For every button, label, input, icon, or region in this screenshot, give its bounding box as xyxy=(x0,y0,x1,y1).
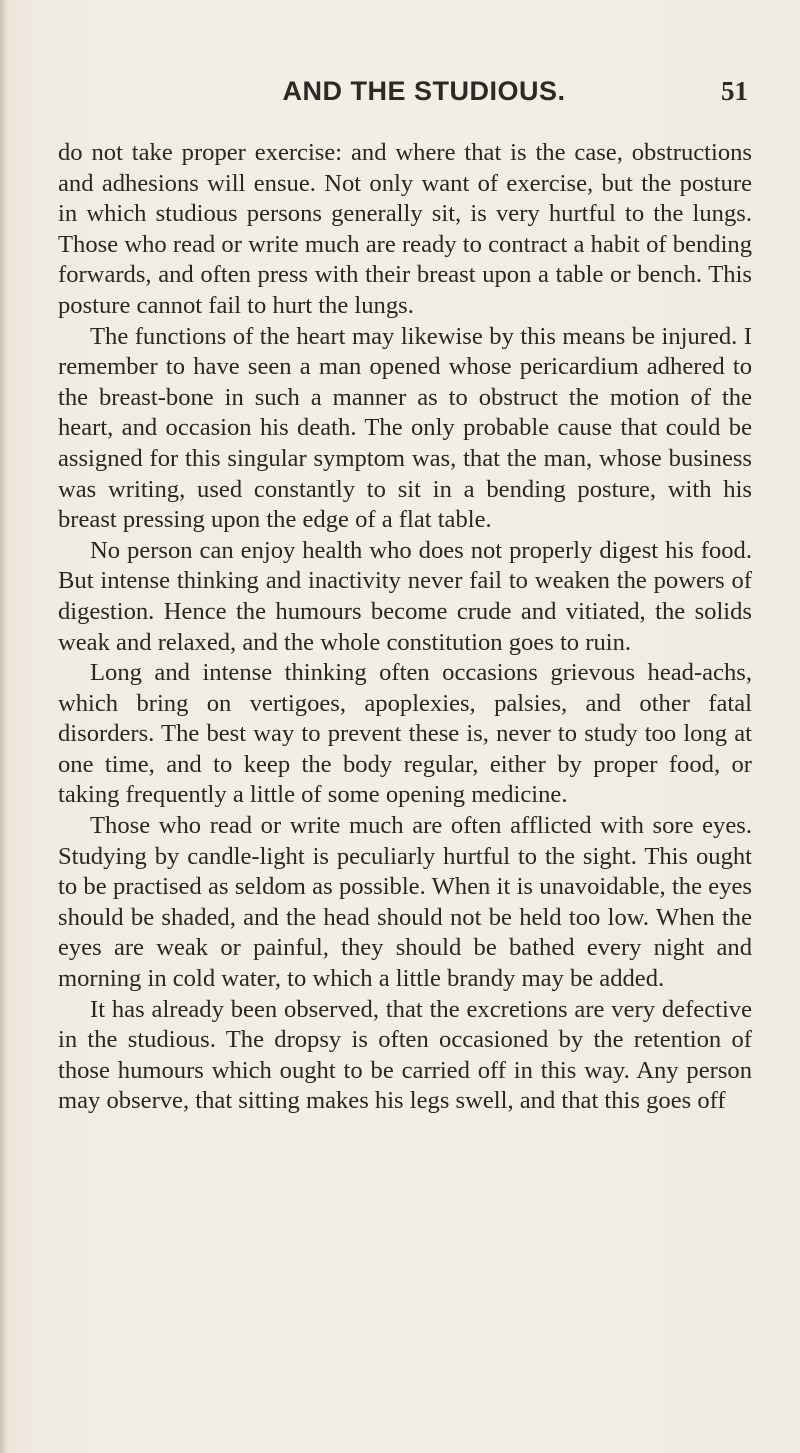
page-header xyxy=(60,76,748,116)
paragraph: Long and intense thinking often occasions grievous head-achs, which bring on vertigoes, apoplexies, palsies, and other fatal disorders. The best way to prevent these is, never to study too long at one time, and to keep the body regular, either by proper food, or taking frequently a little of some opening medicine. xyxy=(58,659,752,809)
body-text xyxy=(58,138,752,1117)
paragraph: The functions of the heart may likewise by this means be injured. I remember to have seen a man opened whose pericardium adhered to the breast-bone in such a manner as to obstruct the motion of the heart, and occasion his death. The only probable cause that could be assigned for this singular symptom was, that the man, whose business was writing, used constantly to sit in a bending posture, with his breast pressing upon the edge of a flat table. xyxy=(58,322,752,534)
page-binding-edge xyxy=(0,0,6,1453)
running-head: AND THE STUDIOUS. xyxy=(282,76,566,106)
paragraph: do not take proper exercise: and where that is the case, obstructions and adhesions will ensue. Not only want of exercise, but the posture in which studious persons generally sit, is very hurtful to the lungs. Those who read or write much are ready to contract a habit of bending forwards, and often press with their breast upon a table or bench. This posture cannot fail to hurt the lungs. xyxy=(58,139,752,319)
paragraph: It has already been observed, that the excretions are very defective in the studious. The dropsy is often occasioned by the retention of those humours which ought to be carried off in this way. Any person may observe, that sitting makes his legs swell, and that this goes off xyxy=(58,995,752,1115)
paragraph: Those who read or write much are often afflicted with sore eyes. Studying by candle-light is peculiarly hurtful to the sight. This ought to be practised as seldom as possible. When it is unavoidable, the eyes should be shaded, and the head should not be held too low. When the eyes are weak or painful, they should be bathed every night and morning in cold water, to which a little brandy may be added. xyxy=(58,812,752,993)
paragraph: No person can enjoy health who does not properly digest his food. But intense thinking and inactivity never fail to weaken the powers of digestion. Hence the humours become crude and vitiated, the solids weak and relaxed, and the whole constitution goes to ruin. xyxy=(58,536,752,656)
page-number: 51 xyxy=(721,76,748,106)
